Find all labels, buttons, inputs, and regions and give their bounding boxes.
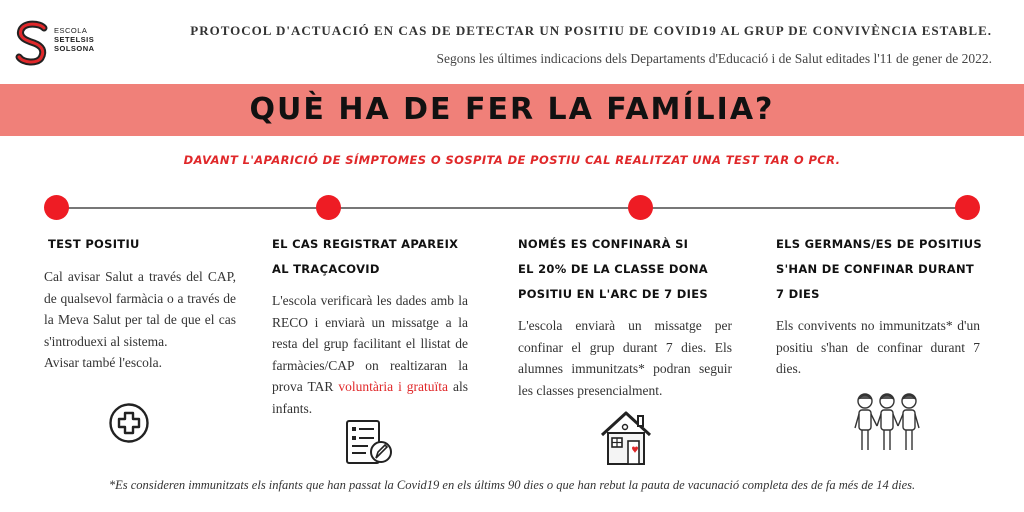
step-2-heading: EL CAS REGISTRAT APAREIX AL TRAÇACOVID [272,237,459,276]
step-germans-confinament [776,232,980,380]
children-icon [852,390,922,456]
symptoms-warning: DAVANT L'APARICIÓ DE SÍMPTOMES O SOSPITA DE POSTIU CAL REALITZAT UNA TEST TAR O PCR. [183,153,841,167]
timeline-dot-3 [628,195,653,220]
timeline-dot-2 [316,195,341,220]
school-logo-s-icon [14,20,50,66]
immunization-footnote: *Es consideren immunitzats els infants que han passat la Covid19 en els últims 90 dies o que han rebut la pauta de vacunació completa des de fa més de 14 dies. [108,478,916,492]
timeline-dot-4 [955,195,980,220]
step-1-body-2: Avisar també l'escola. [44,355,163,370]
logo-line-1: ESCOLA [54,26,88,35]
logo-line-3: SOLSONA [54,44,95,53]
step-2-highlight: voluntària i gratuïta [338,379,449,394]
banner-title: QUÈ HA DE FER LA FAMÍLIA? [249,92,775,127]
title-banner [0,84,1024,136]
logo-line-2: SETELSIS [54,35,95,44]
step-confinament-classe [518,232,732,401]
step-3-body: L'escola enviarà un missatge per confinar el grup durant 7 dies. Els alumnes immunitzats* podran seguir les classes presencialment. [518,318,732,398]
school-logo [14,20,106,68]
step-1-body: Cal avisar Salut a través del CAP, de qualsevol farmàcia o a través de la Meva Salut per tal de que el cas s'introduexi al sistema. Avisar també l'escola. [44,266,236,374]
step-4-body: Els convivents no immunitzats* d'un positiu s'han de confinar durant 7 dies. [776,318,980,376]
step-1-heading: TEST POSITIU [48,237,140,251]
protocol-title: PROTOCOL D'ACTUACIÓ EN CAS DE DETECTAR UN POSITIU DE COVID19 AL GRUP DE CONVIVÈNCIA ESTABLE. [190,23,992,38]
step-3-heading: NOMÉS ES CONFINARÀ SI EL 20% DE LA CLASSE DONA POSITIU EN L'ARC DE 7 DIES [518,237,708,301]
step-4-heading: ELS GERMANS/ES DE POSITIUS S'HAN DE CONFINAR DURANT 7 DIES [776,237,982,301]
step-cas-registrat [272,232,468,419]
house-icon [598,408,654,468]
protocol-subtitle: Segons les últimes indicacions dels Departaments d'Educació i de Salut editades l'11 de gener de 2022. [436,51,992,66]
step-2-body: L'escola verificarà les dades amb la RECO i enviarà un missatge a la resta del grup facilitant el llistat de farmàcies/CAP on realtizaran la prova TAR voluntària i gratuïta als infants. [272,293,469,416]
document-form-icon [344,418,394,466]
step-test-positiu [44,232,236,374]
timeline-dot-1 [44,195,69,220]
timeline-line [56,207,968,209]
medical-cross-icon [108,402,150,444]
